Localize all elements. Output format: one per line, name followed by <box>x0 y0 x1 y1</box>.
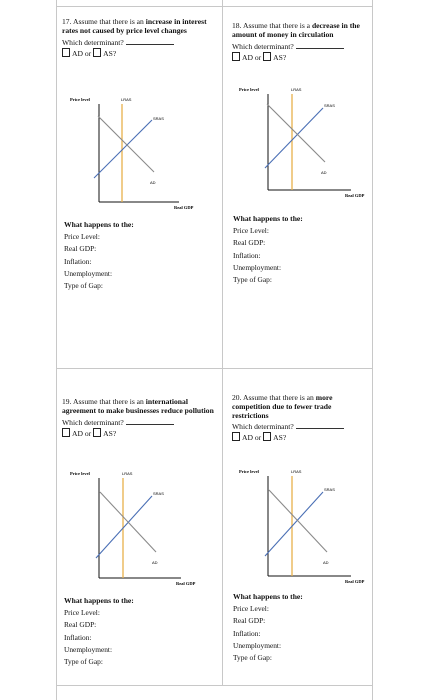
determinant-line <box>62 418 218 428</box>
lras-label: LRAS <box>121 97 132 102</box>
sras-label: SRAS <box>324 487 335 492</box>
ad-label: AD <box>321 170 327 175</box>
ad-checkbox[interactable] <box>62 48 70 57</box>
row-inflation[interactable]: Inflation: <box>64 256 92 266</box>
answer-rows <box>233 603 281 664</box>
ad-as-choice <box>62 428 218 439</box>
determinant-line <box>232 422 368 432</box>
row-type-of-gap[interactable]: Type of Gap: <box>233 653 272 663</box>
ad-label: AD <box>150 180 156 185</box>
ad-checkbox[interactable] <box>232 432 240 441</box>
ad-as-choice <box>62 48 222 59</box>
as-label: AS? <box>103 428 117 438</box>
row-unemployment[interactable]: Unemployment: <box>64 268 113 278</box>
page-left-rule <box>56 0 57 700</box>
answer-rows <box>64 607 112 668</box>
ad-label: AD <box>152 560 158 565</box>
sras-curve <box>96 496 152 558</box>
row-price-level[interactable]: Price Level: <box>64 608 100 617</box>
ad-as-graph-18 <box>233 82 363 202</box>
sras-label: SRAS <box>324 103 335 108</box>
row-unemployment[interactable]: Unemployment: <box>233 640 282 650</box>
question-number: 17. <box>62 17 72 26</box>
prompt-text: Assume that there is an <box>72 397 146 406</box>
page-right-rule <box>372 0 373 700</box>
x-axis-label: Real GDP <box>345 193 365 198</box>
x-axis-label: Real GDP <box>176 581 196 586</box>
row-unemployment[interactable]: Unemployment: <box>233 262 282 272</box>
y-axis-label: Price level <box>70 97 90 102</box>
ad-as-graph-17 <box>64 92 194 212</box>
lras-label: LRAS <box>291 87 302 92</box>
ad-curve <box>98 116 154 172</box>
row-price-level[interactable]: Price Level: <box>233 604 269 613</box>
page-middle-rule <box>56 368 372 369</box>
ad-checkbox[interactable] <box>232 52 240 61</box>
ad-label: AD or <box>242 433 262 443</box>
as-label: AS? <box>103 48 117 58</box>
determinant-blank[interactable] <box>126 44 174 45</box>
answer-rows <box>233 225 281 286</box>
determinant-label: Which determinant? <box>62 417 124 427</box>
row-type-of-gap[interactable]: Type of Gap: <box>64 281 103 291</box>
question-number: 19. <box>62 397 72 406</box>
ad-as-graph-19 <box>64 466 194 586</box>
row-price-level[interactable]: Price Level: <box>233 226 269 235</box>
row-inflation[interactable]: Inflation: <box>64 632 92 642</box>
determinant-label: Which determinant? <box>232 422 294 432</box>
prompt-text: Assume that there is a <box>242 21 312 30</box>
what-happens-heading: What happens to the: <box>233 214 303 223</box>
y-axis-label: Price level <box>70 471 90 476</box>
what-happens-heading: What happens to the: <box>64 596 134 605</box>
sras-label: SRAS <box>153 491 164 496</box>
y-axis-label: Price level <box>239 469 259 474</box>
page-top-rule <box>56 6 372 7</box>
prompt-text: Assume that there is an <box>72 17 146 26</box>
ad-as-graph-20 <box>233 464 363 584</box>
question-number: 18. <box>232 21 242 30</box>
sras-curve <box>265 108 323 168</box>
question-20 <box>232 394 368 443</box>
sras-label: SRAS <box>153 116 164 121</box>
what-happens-heading: What happens to the: <box>233 592 303 601</box>
as-checkbox[interactable] <box>263 52 271 61</box>
ad-label: AD or <box>242 52 262 62</box>
ad-label: AD <box>323 560 329 565</box>
determinant-blank[interactable] <box>126 424 174 425</box>
ad-label: AD or <box>72 428 92 438</box>
ad-curve <box>267 104 325 162</box>
question-number: 20. <box>232 393 242 402</box>
ad-as-choice <box>232 52 368 63</box>
lras-label: LRAS <box>122 471 133 476</box>
determinant-line <box>62 38 222 48</box>
question-prompt <box>232 394 368 420</box>
question-prompt <box>62 18 222 36</box>
row-unemployment[interactable]: Unemployment: <box>64 644 113 654</box>
page-bottom-rule <box>56 685 372 686</box>
determinant-label: Which determinant? <box>62 37 124 47</box>
x-axis-label: Real GDP <box>174 205 194 210</box>
row-real-gdp[interactable]: Real GDP: <box>233 238 266 248</box>
row-type-of-gap[interactable]: Type of Gap: <box>233 275 272 285</box>
question-17 <box>62 18 222 59</box>
sras-curve <box>265 492 323 556</box>
determinant-line <box>232 42 368 52</box>
row-real-gdp[interactable]: Real GDP: <box>233 616 266 626</box>
lras-label: LRAS <box>291 469 302 474</box>
as-checkbox[interactable] <box>93 428 101 437</box>
determinant-label: Which determinant? <box>232 41 294 51</box>
row-inflation[interactable]: Inflation: <box>233 250 261 260</box>
x-axis-label: Real GDP <box>345 579 365 584</box>
answer-rows <box>64 231 112 292</box>
row-type-of-gap[interactable]: Type of Gap: <box>64 657 103 667</box>
as-label: AS? <box>273 52 287 62</box>
row-inflation[interactable]: Inflation: <box>233 628 261 638</box>
prompt-bold-text: decrease in the amount of money in circulation <box>232 21 360 39</box>
row-real-gdp[interactable]: Real GDP: <box>64 620 97 630</box>
row-price-level[interactable]: Price Level: <box>64 232 100 241</box>
as-checkbox[interactable] <box>93 48 101 57</box>
determinant-blank[interactable] <box>296 428 344 429</box>
question-19 <box>62 398 218 439</box>
ad-as-choice <box>232 432 368 443</box>
as-checkbox[interactable] <box>263 432 271 441</box>
prompt-bold-text: more competition due to fewer trade restrictions <box>232 393 333 420</box>
question-prompt <box>232 22 368 40</box>
determinant-blank[interactable] <box>296 48 344 49</box>
question-prompt <box>62 398 218 416</box>
ad-label: AD or <box>72 48 92 58</box>
row-real-gdp[interactable]: Real GDP: <box>64 244 97 254</box>
as-label: AS? <box>273 433 287 443</box>
question-18 <box>232 22 368 63</box>
ad-checkbox[interactable] <box>62 428 70 437</box>
sras-curve <box>94 120 152 178</box>
prompt-text: Assume that there is an <box>242 393 316 402</box>
prompt-bold-text: international agreement to make businesses reduce pollution <box>62 397 214 415</box>
prompt-bold-text: increase in interest rates not caused by price level changes <box>62 17 207 35</box>
y-axis-label: Price level <box>239 87 259 92</box>
what-happens-heading: What happens to the: <box>64 220 134 229</box>
page-center-rule <box>222 0 223 685</box>
